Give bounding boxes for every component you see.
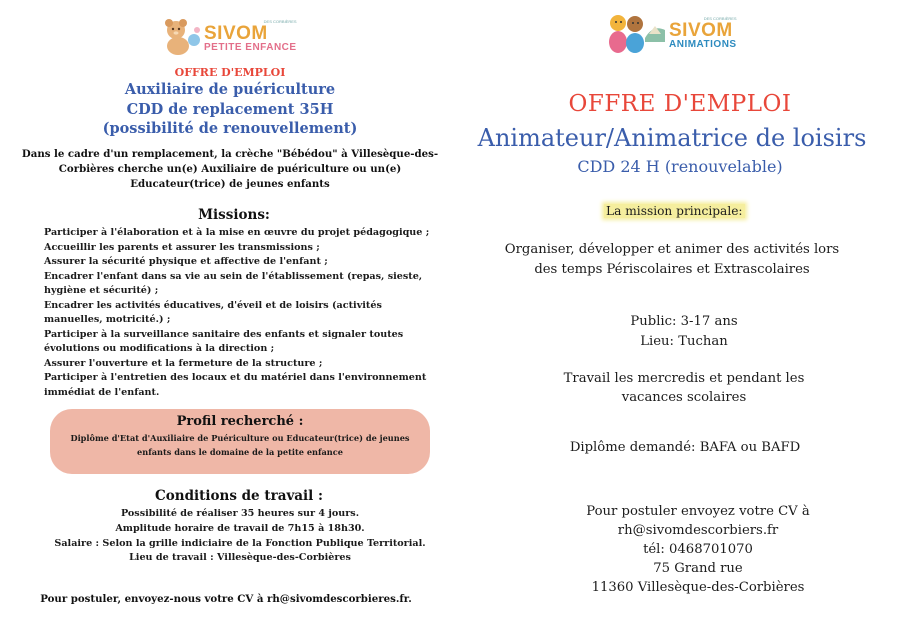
condition-line: Salaire : Selon la grille indiciaire de la Fonction Publique Territorial. <box>54 537 426 549</box>
condition-line: Possibilité de réaliser 35 heures sur 4 jours. <box>120 508 360 519</box>
public-place-block <box>460 312 899 352</box>
list-item: Encadrer les activités éducatives, d'éveil et de loisirs (activités manuelles, motricité.) ; <box>44 299 382 326</box>
logo-brand: SIVOM <box>669 19 733 41</box>
offer-label-left: OFFRE D'EMPLOI <box>174 66 286 79</box>
profil-text: Diplôme d'Etat d'Auxiliaire de Puériculture ou Educateur(trice) de jeunes enfants dans le domaine de la petite enfance <box>70 433 410 457</box>
list-item: Assurer l'ouverture et la fermeture de la structure ; <box>44 357 323 369</box>
list-item: Participer à l'élaboration et à la mise en œuvre du projet pédagogique ; <box>44 227 430 238</box>
list-item: Encadrer l'enfant dans sa vie au sein de l'établissement (repas, sieste, hygiène et sécurité) ; <box>44 270 423 297</box>
mission-heading-highlight: La mission principale: <box>606 204 743 218</box>
diploma-required: Diplôme demandé: BAFA ou BAFD <box>569 440 801 455</box>
mission-description: Organiser, développer et animer des activités lors des temps Périscolaires et Extrascolaires <box>504 242 840 277</box>
list-item: Participer à l'entretien des locaux et du matériel dans l'environnement immédiat de l'enfant. <box>44 372 427 399</box>
contact-phone: tél: 0468701070 <box>643 542 753 557</box>
children-illustration-icon <box>605 12 667 54</box>
contact-email: rh@sivomdescorbiers.fr <box>617 523 779 538</box>
public-age: Public: 3-17 ans <box>630 314 738 329</box>
logo-sivom-animations <box>605 12 737 54</box>
logo-small-text: DES CORBIÈRES <box>703 15 737 21</box>
list-item: Participer à la surveillance sanitaire des enfants et signaler toutes évolutions ou modifications à la direction ; <box>44 328 404 355</box>
work-place: Lieu: Tuchan <box>640 334 728 349</box>
contact-city: 11360 Villesèque-des-Corbières <box>591 580 805 595</box>
condition-line: Amplitude horaire de travail de 7h15 à 18h30. <box>115 522 365 534</box>
logo-subtitle: ANIMATIONS <box>669 38 737 50</box>
condition-line: Lieu de travail : Villesèque-des-Corbières <box>129 552 351 564</box>
teddy-bear-icon <box>160 16 202 56</box>
contact-block <box>570 502 826 597</box>
list-item: Assurer la sécurité physique et affective de l'enfant ; <box>44 256 328 268</box>
intro-paragraph: Dans le cadre d'un remplacement, la crèche "Bébédou" à Villesèque-des-Corbières cherche un(e) Auxiliaire de puériculture ou un(e) Educateur(trice) de jeunes enfants <box>21 148 439 190</box>
logo-subtitle: PETITE ENFANCE <box>204 41 297 53</box>
logo-small-text: DES CORBIÈRES <box>263 18 297 24</box>
apply-instructions-left: Pour postuler, envoyez-nous votre CV à rh@sivomdescorbieres.fr. <box>40 593 412 605</box>
work-days: Travail les mercredis et pendant les vacances scolaires <box>563 371 805 405</box>
profil-heading: Profil recherché : <box>176 414 304 429</box>
contact-street: 75 Grand rue <box>653 561 743 576</box>
contract-left: CDD de replacement 35H (possibilité de renouvellement) <box>102 101 358 137</box>
list-item: Accueillir les parents et assurer les transmissions ; <box>44 241 320 253</box>
conditions-block <box>40 507 440 566</box>
conditions-heading: Conditions de travail : <box>155 488 323 504</box>
missions-list <box>44 226 440 401</box>
job-title-right: Animateur/Animatrice de loisirs <box>477 124 867 152</box>
contract-right: CDD 24 H (renouvelable) <box>577 157 783 176</box>
logo-brand: SIVOM <box>204 22 268 44</box>
logo-sivom-petite-enfance <box>160 16 297 56</box>
profil-box <box>50 409 430 474</box>
offer-label-right: OFFRE D'EMPLOI <box>568 91 792 117</box>
missions-heading: Missions: <box>198 207 270 223</box>
contact-line: Pour postuler envoyez votre CV à <box>586 504 810 519</box>
job-title-left: Auxiliaire de puériculture <box>124 81 336 98</box>
